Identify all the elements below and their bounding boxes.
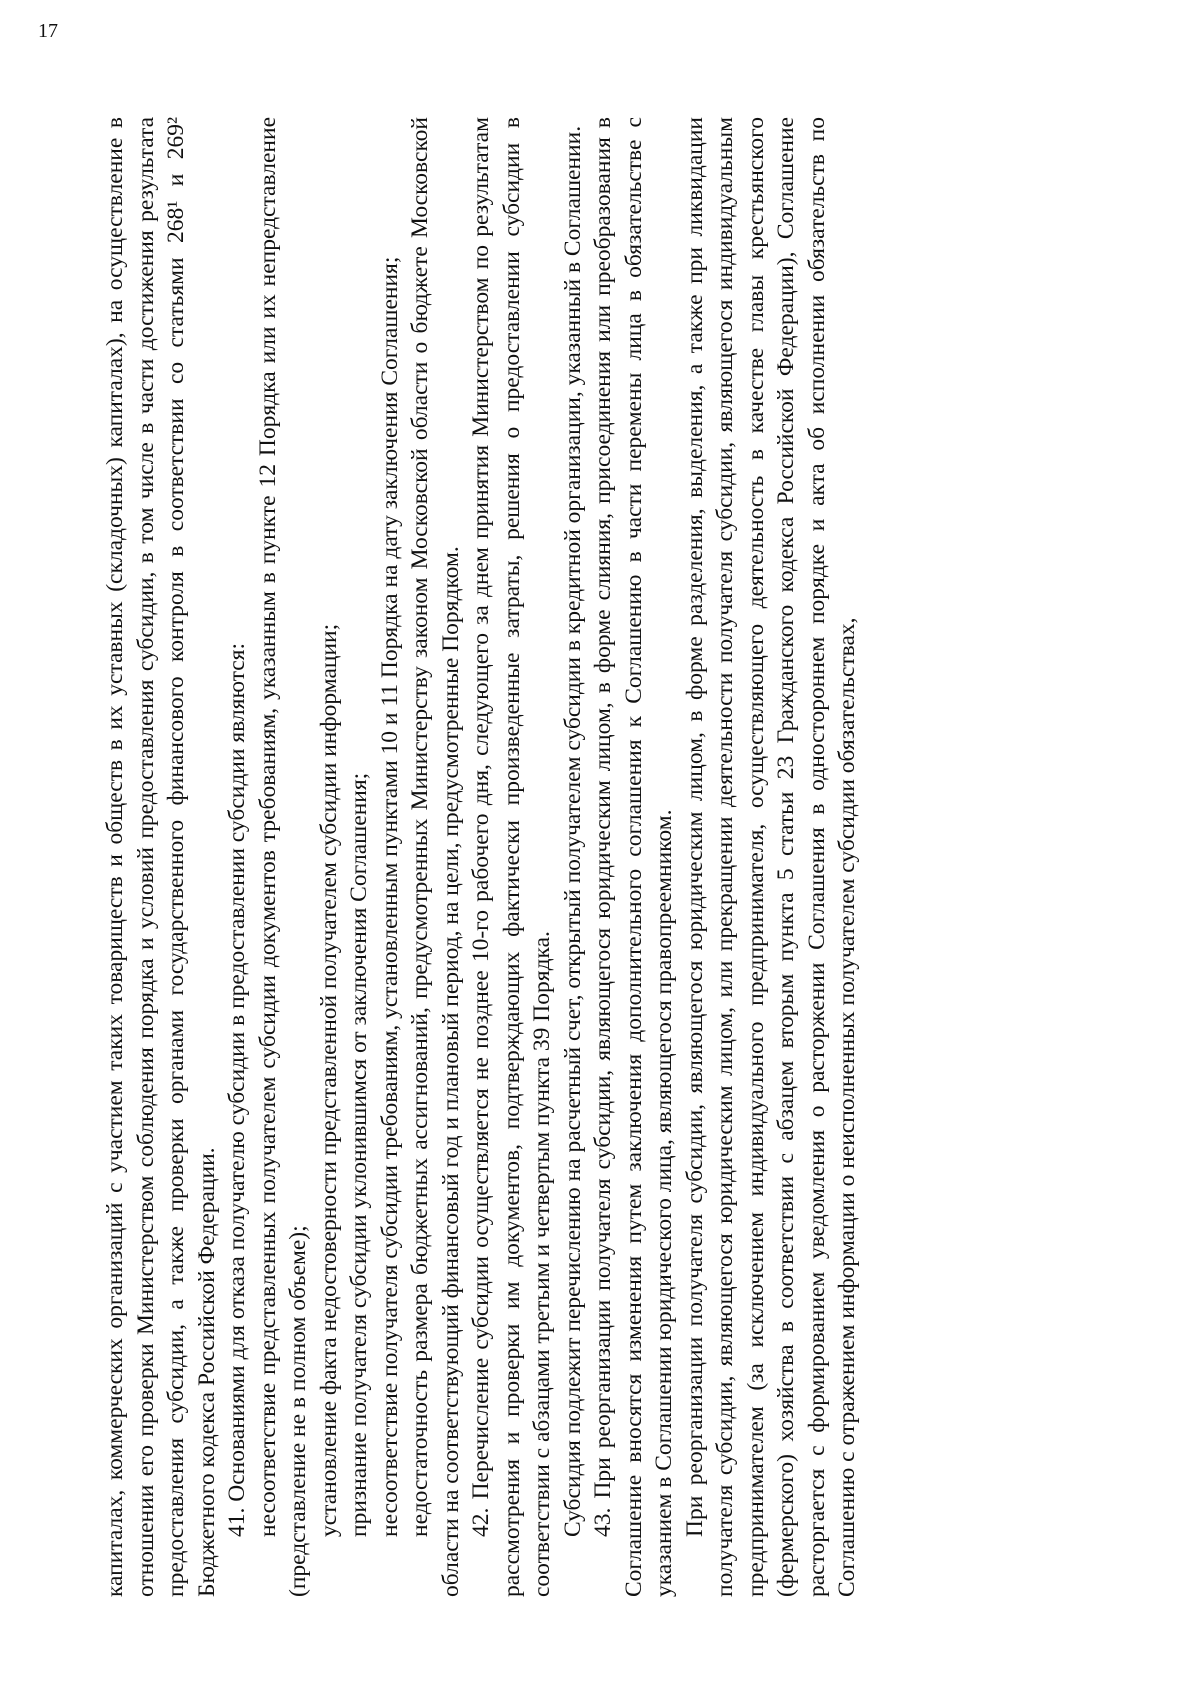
paragraph-41: 41. Основаниями для отказа получателю субсидии в предоставлении субсидии являются: bbox=[224, 642, 250, 1537]
paragraph-account: Субсидия подлежит перечислению на расчетный счет, открытый получателем субсидии в кредитной организации, указанный в Соглашении. bbox=[559, 125, 586, 1537]
page-number: 17 bbox=[38, 20, 58, 42]
list-item-budget: недостаточность размера бюджетных ассигнований, предусмотренных Министерству законом Московской области о бюджете Московской области на соответствующий финансовый год и плановый период, на цели, предусмотренные Порядком. bbox=[407, 117, 464, 1597]
list-item-false-info: установление факта недостоверности представленной получателем субсидии информации; bbox=[315, 623, 342, 1537]
list-item-documents: несоответствие представленных получателем субсидии документов требованиям, указанным в пункте 12 Порядка или их непредставление (представление не в полном объеме); bbox=[254, 117, 311, 1597]
paragraph-reorganization: При реорганизации получателя субсидии, являющегося юридическим лицом, в форме разделения, выделения, а также при ликвидации получателя субсидии, являющегося юридическим лицом, или прекращении деятельности получателя субсидии, являющегося индивидуальным предпринимателем (за исключением индивидуального предпринимателя, осуществляющего деятельность в качестве главы крестьянского (фермерского) хозяйства в соответствии с абзацем вторым пункта 5 статьи 23 Гражданского кодекса Российской Федерации), Соглашение расторгается с формированием уведомления о расторжении Соглашения в одностороннем порядке и акта об исполнении обязательств по Соглашению с отражением информации о неисполненных получателем субсидии обязательствах, bbox=[681, 117, 860, 1597]
paragraph-42: 42. Перечисление субсидии осуществляется не позднее 10-го рабочего дня, следующего за днем принятия Министерством по результатам рассмотрения и проверки им документов, подтверждающих фактически произведенные затраты, решения о предоставлении субсидии в соответствии с абзацами третьим и четвертым пункта 39 Порядка. bbox=[468, 117, 555, 1597]
paragraph-continuation: капиталах, коммерческих организаций с участием таких товариществ и обществ в их уставных (складочных) капиталах), на осуществление в отношении его проверки Министерством соблюдения порядка и условий предоставления субсидии, в том числе в части достижения результата предоставления субсидии, а также проверки органами государственного финансового контроля в соответствии со статьями 268¹ и 269² Бюджетного кодекса Российской Федерации. bbox=[102, 117, 220, 1597]
document-body bbox=[100, 117, 863, 1597]
list-item-evasion: признание получателя субсидии уклонившимся от заключения Соглашения; bbox=[346, 772, 372, 1537]
paragraph-43: 43. При реорганизации получателя субсидии, являющегося юридическим лицом, в форме слияния, присоединения или преобразования в Соглашение вносятся изменения путем заключения дополнительного соглашения к Соглашению в части перемены лица в обязательстве с указанием в Соглашении юридического лица, являющегося правопреемником. bbox=[590, 117, 677, 1597]
list-item-requirements: несоответствие получателя субсидии требованиям, установленным пунктами 10 и 11 Порядка на дату заключения Соглашения; bbox=[376, 256, 403, 1537]
